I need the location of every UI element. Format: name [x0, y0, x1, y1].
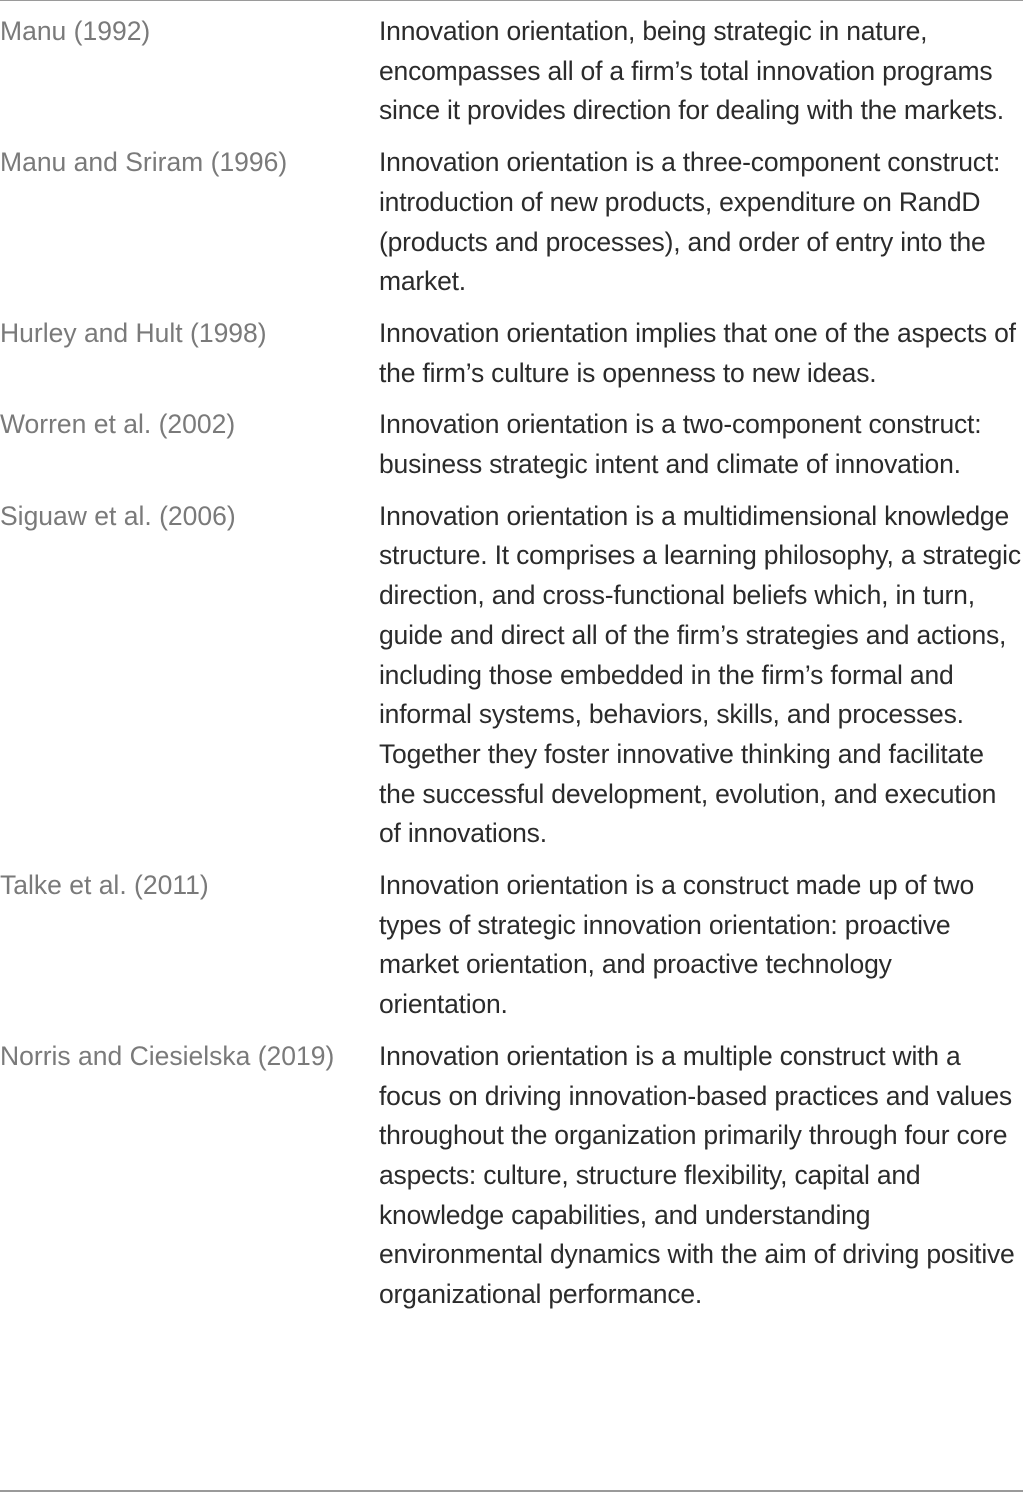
definition-cell: Innovation orientation implies that one of the aspects of the firm’s culture is openness to new ideas.	[379, 317, 1016, 388]
definition-cell: Innovation orientation is a three-component construct: introduction of new products, expenditure on RandD (products and processes), and order of entry into the market.	[379, 147, 1001, 297]
author-cell: Manu (1992)	[0, 16, 151, 46]
table-row	[0, 497, 1023, 866]
table-row	[0, 405, 1023, 496]
definition-cell: Innovation orientation, being strategic in nature, encompasses all of a firm’s total innovation programs since it provides direction for dealing with the markets.	[379, 16, 1004, 126]
table-bottom-rule	[0, 1490, 1023, 1492]
author-cell: Worren et al. (2002)	[0, 409, 236, 440]
definition-cell: Innovation orientation is a multidimensional knowledge structure. It comprises a learning philosophy, a strategic direction, and cross-functional beliefs which, in turn, guide and direct all of the firm’s strategies and actions, including those embedded in the firm’s formal and informal systems, behaviors, skills, and processes. Together they foster innovative thinking and facilitate the successful development, evolution, and execution of innovations.	[379, 500, 1021, 849]
definition-cell: Innovation orientation is a multiple construct with a focus on driving innovation-based practices and values throughout the organization primarily through four core aspects: culture, structure flexibility, capital and knowledge capabilities, and understanding environmental dynamics with the aim of driving positive organizational performance.	[379, 1040, 1015, 1310]
author-cell: Norris and Ciesielska (2019)	[0, 1040, 335, 1071]
definitions-table	[0, 12, 1023, 1327]
table-top-rule	[0, 0, 1023, 1]
definition-cell: Innovation orientation is a construct made up of two types of strategic innovation orientation: proactive market orientation, and proactive technology orientation.	[379, 870, 975, 1020]
author-cell: Talke et al. (2011)	[0, 870, 209, 901]
author-cell: Hurley and Hult (1998)	[0, 317, 267, 348]
table-row	[0, 12, 1023, 143]
table-row	[0, 143, 1023, 314]
author-cell: Siguaw et al. (2006)	[0, 500, 236, 531]
table-row	[0, 314, 1023, 405]
definition-cell: Innovation orientation is a two-component construct: business strategic intent and climate of innovation.	[379, 409, 982, 480]
table-row	[0, 866, 1023, 1037]
author-cell: Manu and Sriram (1996)	[0, 147, 288, 178]
table-row	[0, 1037, 1023, 1327]
